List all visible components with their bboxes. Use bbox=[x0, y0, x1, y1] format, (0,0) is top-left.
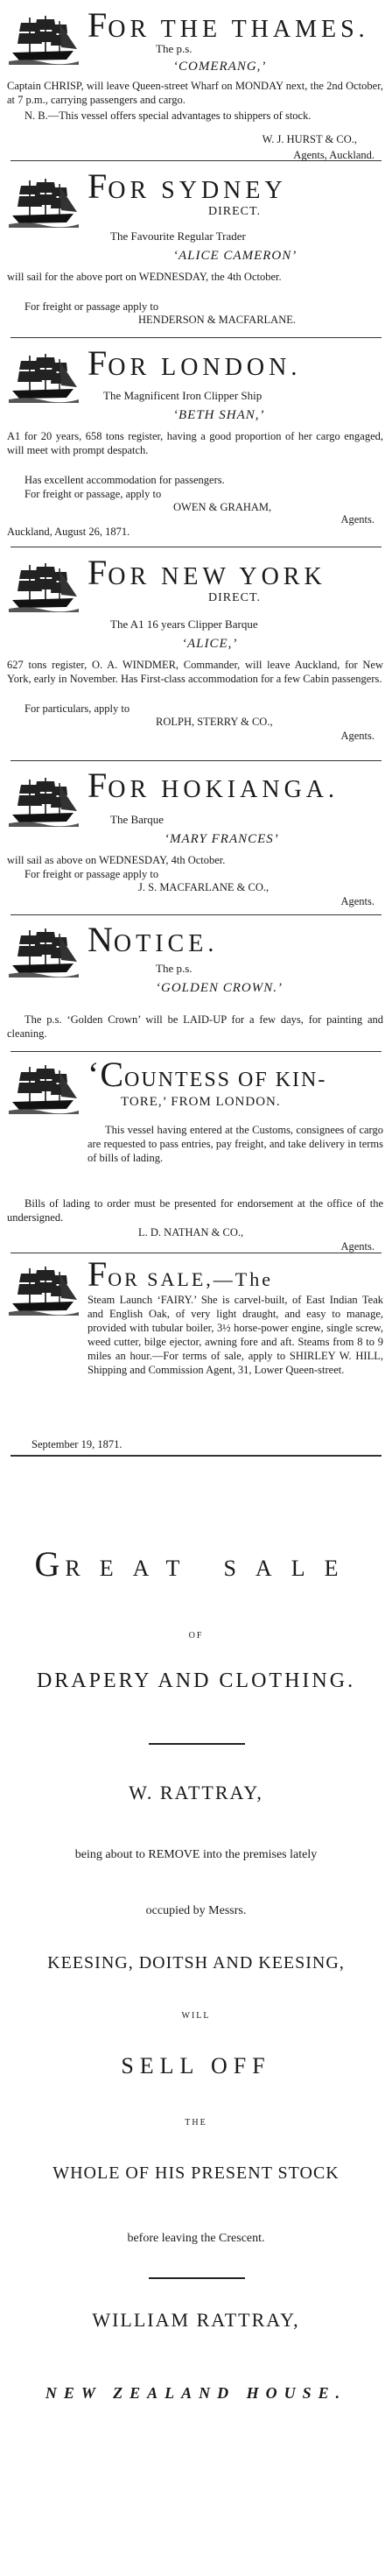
ship-icon bbox=[9, 561, 79, 612]
ad-sydney bbox=[7, 168, 383, 330]
trader-line: The Favourite Regular Trader bbox=[110, 229, 246, 243]
ship-icon bbox=[9, 177, 79, 228]
agent-role: Agents. bbox=[340, 1240, 374, 1253]
agent-name: ROLPH, STERRY & CO., bbox=[156, 716, 273, 728]
vessel-name: ‘ALICE,’ bbox=[182, 637, 238, 651]
ad-heading: ‘COUNTESS OF KIN- bbox=[88, 1055, 327, 1094]
agent-name: HENDERSON & MACFARLANE. bbox=[138, 314, 296, 326]
agent-role: Agents. bbox=[340, 730, 374, 742]
ad-body: This vessel having entered at the Customs, consignees of cargo are requested to pass entries, pay freight, and take delivery in terms of bills of lading. bbox=[88, 1124, 383, 1164]
ship-icon bbox=[9, 352, 79, 403]
ad-heading: FOR HOKIANGA. bbox=[88, 766, 340, 805]
ship-icon bbox=[9, 1063, 79, 1114]
ad-line: Has excellent accommodation for passengers. bbox=[24, 474, 225, 486]
ship-icon bbox=[9, 927, 79, 977]
ad-hokianga bbox=[7, 767, 383, 925]
short-rule bbox=[149, 2277, 245, 2279]
ad-body-2: Bills of lading to order must be presented for endorsement at the office of the undersigned. bbox=[7, 1197, 383, 1224]
ad-heading: FOR NEW YORK bbox=[88, 553, 326, 592]
sale-selloff: SELL OFF bbox=[121, 2053, 271, 2078]
divider bbox=[10, 760, 382, 761]
trader-line: The Magnificent Iron Clipper Ship bbox=[103, 389, 262, 402]
ad-note: N. B.—This vessel offers special advantages to shippers of stock. bbox=[24, 109, 312, 122]
divider bbox=[10, 1051, 382, 1052]
sale-line-1: being about to REMOVE into the premises lately bbox=[74, 1848, 318, 1861]
agent-role: Agents. bbox=[340, 513, 374, 526]
ad-body: will sail for the above port on WEDNESDAY, the 4th October. bbox=[7, 271, 282, 283]
ad-london bbox=[7, 343, 383, 538]
sale-goods: DRAPERY AND CLOTHING. bbox=[36, 1669, 356, 1692]
sale-heading: GREAT SALE bbox=[34, 1544, 358, 1584]
ad-apply: For particulars, apply to bbox=[24, 702, 130, 715]
divider bbox=[10, 160, 382, 161]
ad-apply: For freight or passage apply to bbox=[24, 300, 159, 313]
ad-apply: For freight or passage, apply to bbox=[24, 488, 162, 500]
ad-heading: FOR LONDON. bbox=[88, 343, 302, 383]
ad-heading: FOR THE THAMES. bbox=[88, 5, 369, 45]
ad-heading: NOTICE. bbox=[88, 920, 219, 959]
sale-before: before leaving the Crescent. bbox=[127, 2232, 265, 2245]
ad-subheading: DIRECT. bbox=[208, 205, 262, 218]
sale-stock: WHOLE OF HIS PRESENT STOCK bbox=[52, 2163, 340, 2183]
vessel-name: ‘GOLDEN CROWN.’ bbox=[156, 981, 283, 995]
trader-line: The A1 16 years Clipper Barque bbox=[110, 618, 258, 631]
agent-name: J. S. MACFARLANE & CO., bbox=[138, 881, 270, 893]
vessel-name: ‘ALICE CAMERON’ bbox=[173, 249, 298, 263]
ad-subheading: DIRECT. bbox=[208, 591, 262, 604]
ship-icon bbox=[9, 14, 79, 65]
ad-kintore bbox=[7, 1055, 383, 1260]
trader-line: The Barque bbox=[110, 813, 164, 826]
agent-name: OWEN & GRAHAM, bbox=[173, 501, 272, 513]
vessel-prefix: The p.s. bbox=[156, 962, 192, 975]
divider bbox=[10, 337, 382, 338]
ad-thames bbox=[7, 5, 383, 161]
ad-body: will sail as above on WEDNESDAY, 4th October. bbox=[7, 854, 226, 866]
ad-body: Captain CHRISP, will leave Queen-street Wharf on MONDAY next, the 2nd October, at 7 p.m., carrying passengers and cargo. bbox=[7, 80, 383, 106]
ad-notice bbox=[7, 921, 383, 1044]
ad-forsale bbox=[7, 1254, 383, 1450]
sale-house: NEW ZEALAND HOUSE. bbox=[45, 2384, 347, 2402]
section-divider bbox=[10, 1455, 382, 1457]
vessel-name: ‘COMERANG,’ bbox=[173, 60, 267, 74]
vessel-name: ‘BETH SHAN,’ bbox=[173, 408, 265, 422]
vessel-prefix: The p.s. bbox=[156, 42, 192, 55]
ad-body: A1 for 20 years, 658 tons register, having a good proportion of her cargo engaged, will meet with prompt despatch. bbox=[7, 430, 383, 456]
agent-name: W. J. HURST & CO., bbox=[262, 133, 357, 145]
agent-role: Agents, Auckland. bbox=[293, 149, 374, 161]
agent-role: Agents. bbox=[340, 895, 374, 907]
short-rule bbox=[149, 1743, 245, 1745]
dateline: Auckland, August 26, 1871. bbox=[7, 526, 130, 538]
sale-firm: KEESING, DOITSH AND KEESING, bbox=[47, 1953, 345, 1973]
sale-line-2: occupied by Messrs. bbox=[145, 1904, 247, 1917]
ad-newyork bbox=[7, 554, 383, 747]
ad-heading: FOR SYDNEY bbox=[88, 166, 287, 206]
ship-icon bbox=[9, 1265, 79, 1316]
ad-heading: FOR SALE,—The bbox=[88, 1254, 274, 1294]
dateline: September 19, 1871. bbox=[32, 1438, 122, 1450]
sale-will: WILL bbox=[181, 2011, 211, 2021]
divider bbox=[10, 914, 382, 915]
ad-apply: For freight or passage apply to bbox=[24, 868, 159, 880]
sale-name: W. RATTRAY, bbox=[129, 1782, 263, 1803]
sale-the: THE bbox=[185, 2118, 207, 2128]
ad-body: The p.s. ‘Golden Crown’ will be LAID-UP for a few days, for painting and cleaning. bbox=[7, 1013, 383, 1040]
sale-signature: WILLIAM RATTRAY, bbox=[92, 2309, 300, 2331]
ad-body: Steam Launch ‘FAIRY.’ She is carvel-built, of East Indian Teak and English Oak, of very light draught, and easy to manage, provided with tubular boiler, 3½ horse-power engine, single screw, weed cutter, bilge ejector, awning fore and aft. Steams from 8 to 9 miles an hour.—For terms of sale, apply to SHIRLEY W. HILL, Shipping and Commission Agent, 31, Lower Queen-street. bbox=[88, 1294, 383, 1376]
ship-icon bbox=[9, 776, 79, 827]
agent-name: L. D. NATHAN & CO., bbox=[138, 1226, 244, 1239]
vessel-name: ‘MARY FRANCES’ bbox=[164, 832, 279, 846]
ad-body: 627 tons register, O. A. WINDMER, Commander, will leave Auckland, for New York, early in November. Has First-class accommodation for a few Cabin passengers. bbox=[7, 659, 383, 685]
ad-heading-cont: TORE,’ FROM LONDON. bbox=[121, 1095, 281, 1109]
sale-of: OF bbox=[188, 1631, 204, 1641]
